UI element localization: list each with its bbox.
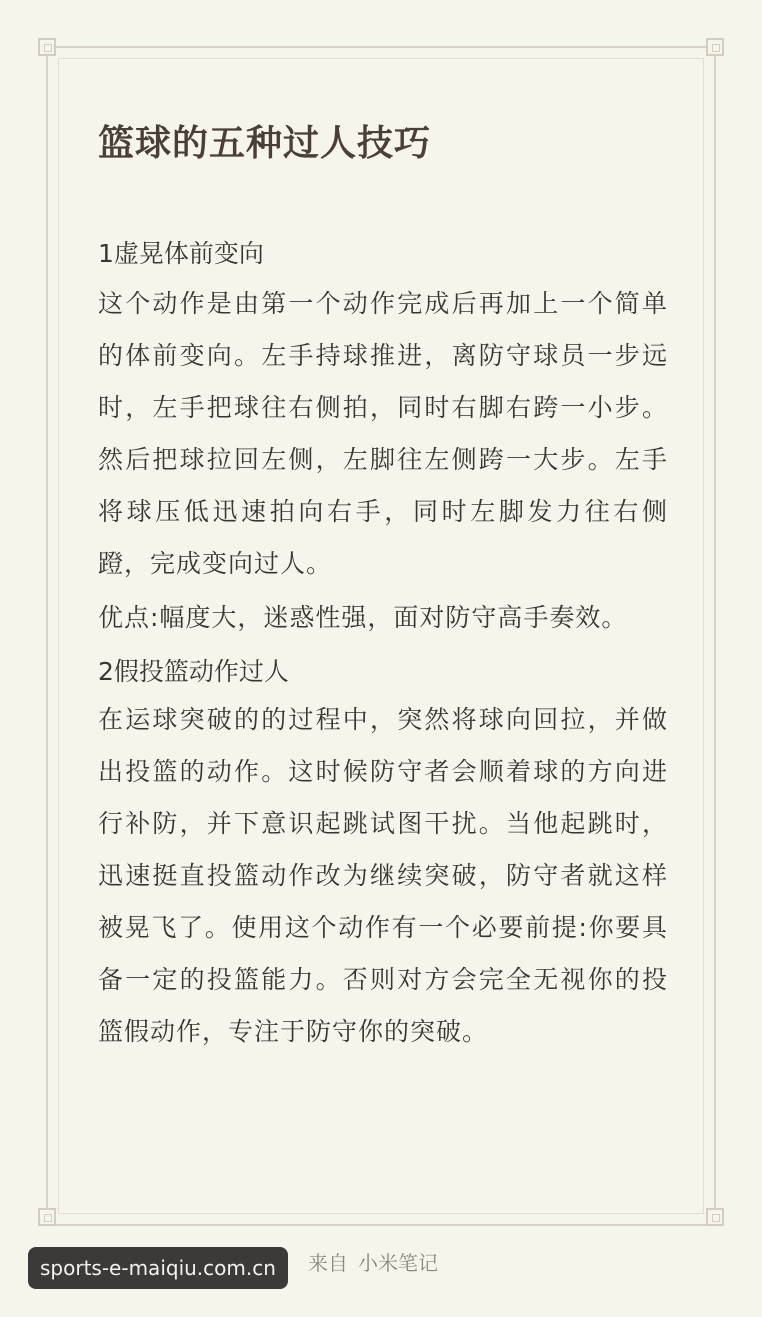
section-body-1: 这个动作是由第一个动作完成后再加上一个简单的体前变向。左手持球推进，离防守球员一步远时，左手把球往右侧拍，同时右脚右跨一小步。然后把球拉回左侧，左脚往左侧跨一大步。左手将球压低迅速拍向右手，同时左脚发力往右侧蹬，完成变向过人。 xyxy=(98,289,668,578)
note-source xyxy=(308,1247,438,1279)
frame-corner-ornament xyxy=(706,38,724,56)
note-content xyxy=(98,118,668,1058)
section-advantage-1: 优点:幅度大，迷惑性强，面对防守高手奏效。 xyxy=(98,603,628,632)
section-body-2: 在运球突破的的过程中，突然将球向回拉，并做出投篮的动作。这时候防守者会顺着球的方向进行补防，并下意识起跳试图干扰。当他起跳时，迅速挺直投篮动作改为继续突破，防守者就这样被晃飞了。使用这个动作有一个必要前提:你要具备一定的投篮能力。否则对方会完全无视你的投篮假动作，专注于防守你的突破。 xyxy=(98,705,668,1046)
watermark-badge: sports-e-maiqiu.com.cn xyxy=(28,1247,288,1289)
frame-corner-ornament xyxy=(38,38,56,56)
source-prefix: 来自 xyxy=(308,1251,348,1275)
note-title: 篮球的五种过人技巧 xyxy=(98,123,432,164)
source-app-name: 小米笔记 xyxy=(358,1251,438,1275)
frame-corner-ornament xyxy=(38,1208,56,1226)
section-heading-1: 1虚晃体前变向 xyxy=(98,239,264,268)
section-heading-2: 2假投篮动作过人 xyxy=(98,657,289,686)
frame-corner-ornament xyxy=(706,1208,724,1226)
